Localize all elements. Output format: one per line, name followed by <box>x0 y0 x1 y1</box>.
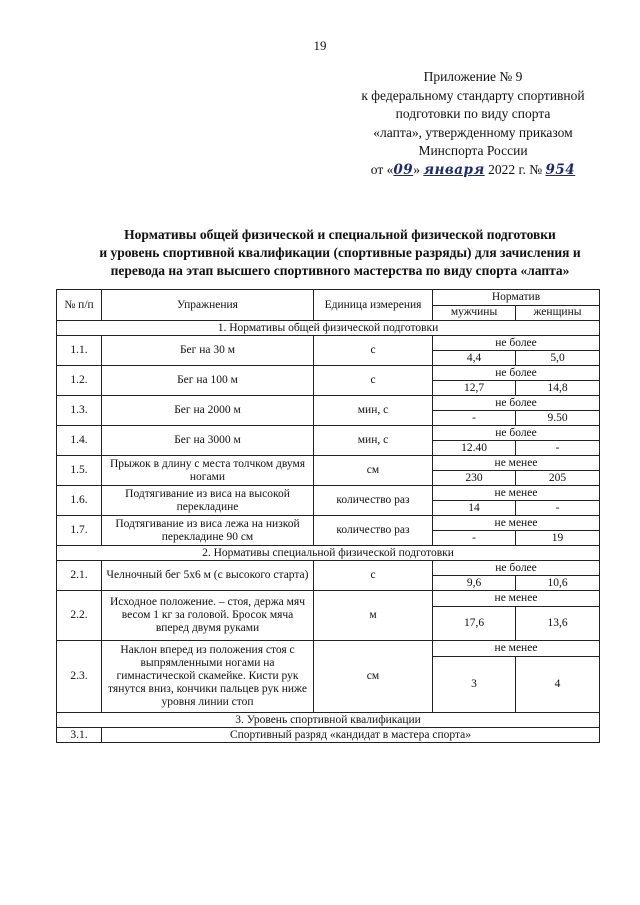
row-condition: не менее <box>433 486 600 501</box>
header-unit: Единица измерения <box>314 290 433 321</box>
table-row <box>57 728 600 743</box>
table-row <box>57 591 600 607</box>
date-year: 2022 г. № <box>488 161 543 177</box>
row-exercise: Подтягивание из виса на высокой перекладине <box>102 486 314 516</box>
row-unit: с <box>314 366 433 396</box>
table-row <box>57 396 600 411</box>
row-exercise: Бег на 100 м <box>102 366 314 396</box>
row-condition: не менее <box>433 641 600 657</box>
header-row <box>57 290 600 306</box>
row-women: 4 <box>516 657 600 713</box>
date-prefix: от « <box>370 161 394 177</box>
row-condition: не более <box>433 396 600 411</box>
row-num: 1.2. <box>57 366 102 396</box>
row-num: 1.6. <box>57 486 102 516</box>
row-num: 1.3. <box>57 396 102 426</box>
table-row <box>57 456 600 471</box>
table-row <box>57 426 600 441</box>
row-women: 9.50 <box>516 411 600 426</box>
row-exercise: Исходное положение. – стоя, держа мяч весом 1 кг за головой. Бросок мяча вперед двумя руками <box>102 591 314 641</box>
table-row <box>57 366 600 381</box>
appendix-block <box>340 68 606 179</box>
table-row <box>57 561 600 576</box>
section-row <box>57 713 600 728</box>
row-unit: количество раз <box>314 516 433 546</box>
row-exercise: Бег на 2000 м <box>102 396 314 426</box>
section-title: 2. Нормативы специальной физической подготовки <box>57 546 600 561</box>
row-exercise: Прыжок в длину с места толчком двумя ногами <box>102 456 314 486</box>
row-exercise: Подтягивание из виса лежа на низкой перекладине 90 см <box>102 516 314 546</box>
row-unit: с <box>314 561 433 591</box>
header-exercise: Упражнения <box>102 290 314 321</box>
row-men: - <box>433 411 516 426</box>
table-row <box>57 641 600 657</box>
section-row <box>57 546 600 561</box>
row-women: 10,6 <box>516 576 600 591</box>
row-women: - <box>516 501 600 516</box>
row-men: 4,4 <box>433 351 516 366</box>
appendix-date-line <box>340 161 606 180</box>
date-day: 09 <box>393 161 414 178</box>
order-number: 954 <box>545 161 576 178</box>
row-num: 2.2. <box>57 591 102 641</box>
title-line: перевода на этап высшего спортивного мастерства по виду спорта «лапта» <box>110 263 570 278</box>
appendix-line: «лапта», утвержденному приказом <box>373 124 573 140</box>
row-unit: см <box>314 456 433 486</box>
row-condition: не более <box>433 336 600 351</box>
row-men: - <box>433 531 516 546</box>
table-row <box>57 516 600 531</box>
appendix-line: подготовки по виду спорта <box>395 106 551 121</box>
appendix-line: к федеральному стандарту спортивной <box>361 87 585 103</box>
row-men: 3 <box>433 657 516 713</box>
header-men: мужчины <box>433 305 516 321</box>
row-condition: не более <box>433 426 600 441</box>
row-women: 14,8 <box>516 381 600 396</box>
section-title: 3. Уровень спортивной квалификации <box>57 713 600 728</box>
title-line: Нормативы общей физической и специальной физической подготовки <box>124 227 556 242</box>
row-women: 5,0 <box>516 351 600 366</box>
row-num: 1.5. <box>57 456 102 486</box>
row-condition: не менее <box>433 456 600 471</box>
row-women: - <box>516 441 600 456</box>
row-condition: не более <box>433 366 600 381</box>
date-month: января <box>423 161 485 178</box>
header-norm: Норматив <box>433 290 600 306</box>
appendix-line: Приложение № 9 <box>423 69 523 84</box>
row-unit: с <box>314 336 433 366</box>
row-condition: не менее <box>433 591 600 607</box>
section-row <box>57 321 600 336</box>
header-women: женщины <box>516 305 600 321</box>
title-line: и уровень спортивной квалификации (спортивные разряды) для зачисления и <box>99 245 581 260</box>
row-men: 17,6 <box>433 607 516 641</box>
table-row <box>57 336 600 351</box>
row-unit: мин, с <box>314 426 433 456</box>
page-number: 19 <box>313 38 327 53</box>
row-exercise: Бег на 3000 м <box>102 426 314 456</box>
row-women: 205 <box>516 471 600 486</box>
row-num: 1.4. <box>57 426 102 456</box>
norms-table <box>56 289 600 743</box>
appendix-line: Минспорта России <box>418 143 528 158</box>
document-title <box>60 226 620 280</box>
section-title: 1. Нормативы общей физической подготовки <box>57 321 600 336</box>
row-num: 2.1. <box>57 561 102 591</box>
row-condition: не менее <box>433 516 600 531</box>
row-women: 13,6 <box>516 607 600 641</box>
row-unit: количество раз <box>314 486 433 516</box>
row-exercise: Челночный бег 5х6 м (с высокого старта) <box>102 561 314 591</box>
header-num: № п/п <box>57 290 102 321</box>
row-exercise: Бег на 30 м <box>102 336 314 366</box>
row-unit: см <box>314 641 433 713</box>
row-men: 12.40 <box>433 441 516 456</box>
row-value: Спортивный разряд «кандидат в мастера спорта» <box>102 728 600 743</box>
row-men: 9,6 <box>433 576 516 591</box>
date-mid: » <box>413 161 420 177</box>
row-men: 12,7 <box>433 381 516 396</box>
row-women: 19 <box>516 531 600 546</box>
row-num: 1.7. <box>57 516 102 546</box>
row-num: 2.3. <box>57 641 102 713</box>
row-exercise: Наклон вперед из положения стоя с выпрямленными ногами на гимнастической скамейке. Кисти рук тянутся вниз, кончики пальцев рук ниже уровня линии стоп <box>102 641 314 713</box>
row-men: 230 <box>433 471 516 486</box>
row-num: 1.1. <box>57 336 102 366</box>
row-condition: не более <box>433 561 600 576</box>
row-num: 3.1. <box>57 728 102 743</box>
row-unit: м <box>314 591 433 641</box>
row-men: 14 <box>433 501 516 516</box>
row-unit: мин, с <box>314 396 433 426</box>
table-row <box>57 486 600 501</box>
